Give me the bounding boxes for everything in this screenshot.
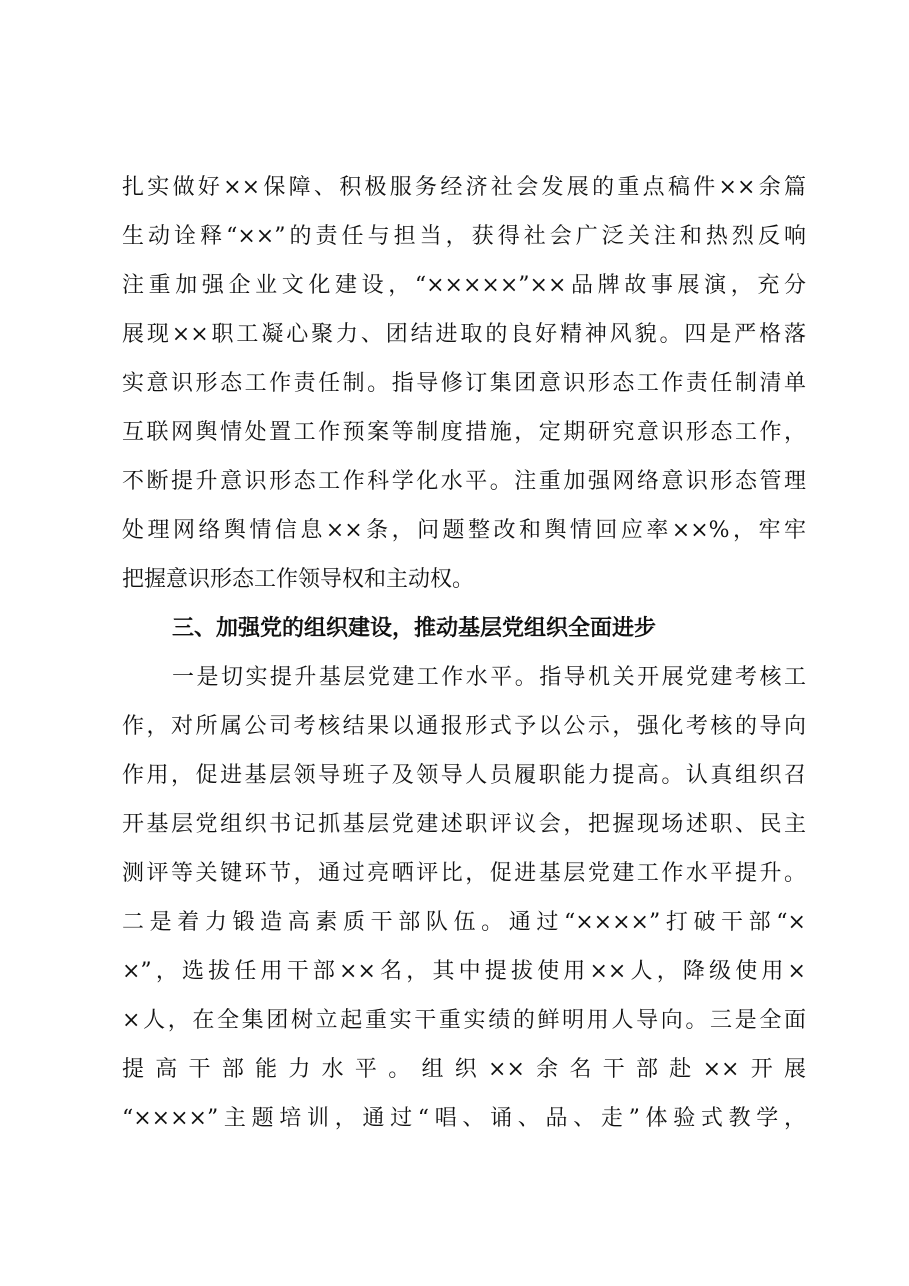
body-text-line: 不断提升意识形态工作科学化水平。注重加强网络意识形态管理 — [122, 469, 806, 494]
body-text-line: “××××”主题培训，通过“唱、诵、品、走”体验式教学， — [122, 1106, 806, 1131]
body-text-line: 处理网络舆情信息××条，问题整改和舆情回应率××%，牢牢 — [122, 518, 806, 543]
body-text-line: 互联网舆情处置工作预案等制度措施，定期研究意识形态工作， — [122, 420, 806, 445]
body-text-line: 提高干部能力水平。组织××余名干部赴××开展 — [122, 1057, 806, 1082]
body-text-line: 实意识形态工作责任制。指导修订集团意识形态工作责任制清单 — [122, 371, 806, 396]
body-text-line: 测评等关键环节，通过亮晒评比，促进基层党建工作水平提升。 — [122, 861, 806, 886]
body-text-line: ×”，选拔任用干部××名，其中提拔使用××人，降级使用× — [122, 959, 806, 984]
body-text-line: 作用，促进基层领导班子及领导人员履职能力提高。认真组织召 — [122, 763, 806, 788]
body-text-line: ×人，在全集团树立起重实干重实绩的鲜明用人导向。三是全面 — [122, 1008, 806, 1033]
body-text-line: 一是切实提升基层党建工作水平。指导机关开展党建考核工 — [172, 665, 806, 690]
body-text-line: 把握意识形态工作领导权和主动权。 — [122, 567, 475, 592]
section-heading: 三、加强党的组织建设，推动基层党组织全面进步 — [172, 616, 657, 641]
body-text-line: 注重加强企业文化建设，“×××××”××品牌故事展演，充分 — [122, 273, 806, 298]
body-text-line: 二是着力锻造高素质干部队伍。通过“××××”打破干部“× — [122, 910, 806, 935]
body-text-line: 生动诠释“××”的责任与担当，获得社会广泛关注和热烈反响 — [122, 224, 806, 249]
body-text-line: 作，对所属公司考核结果以通报形式予以公示，强化考核的导向 — [122, 714, 806, 739]
body-text-line: 开基层党组织书记抓基层党建述职评议会，把握现场述职、民主 — [122, 812, 806, 837]
body-text-line: 展现××职工凝心聚力、团结进取的良好精神风貌。四是严格落 — [122, 322, 806, 347]
body-text-line: 扎实做好××保障、积极服务经济社会发展的重点稿件××余篇 — [122, 175, 806, 200]
